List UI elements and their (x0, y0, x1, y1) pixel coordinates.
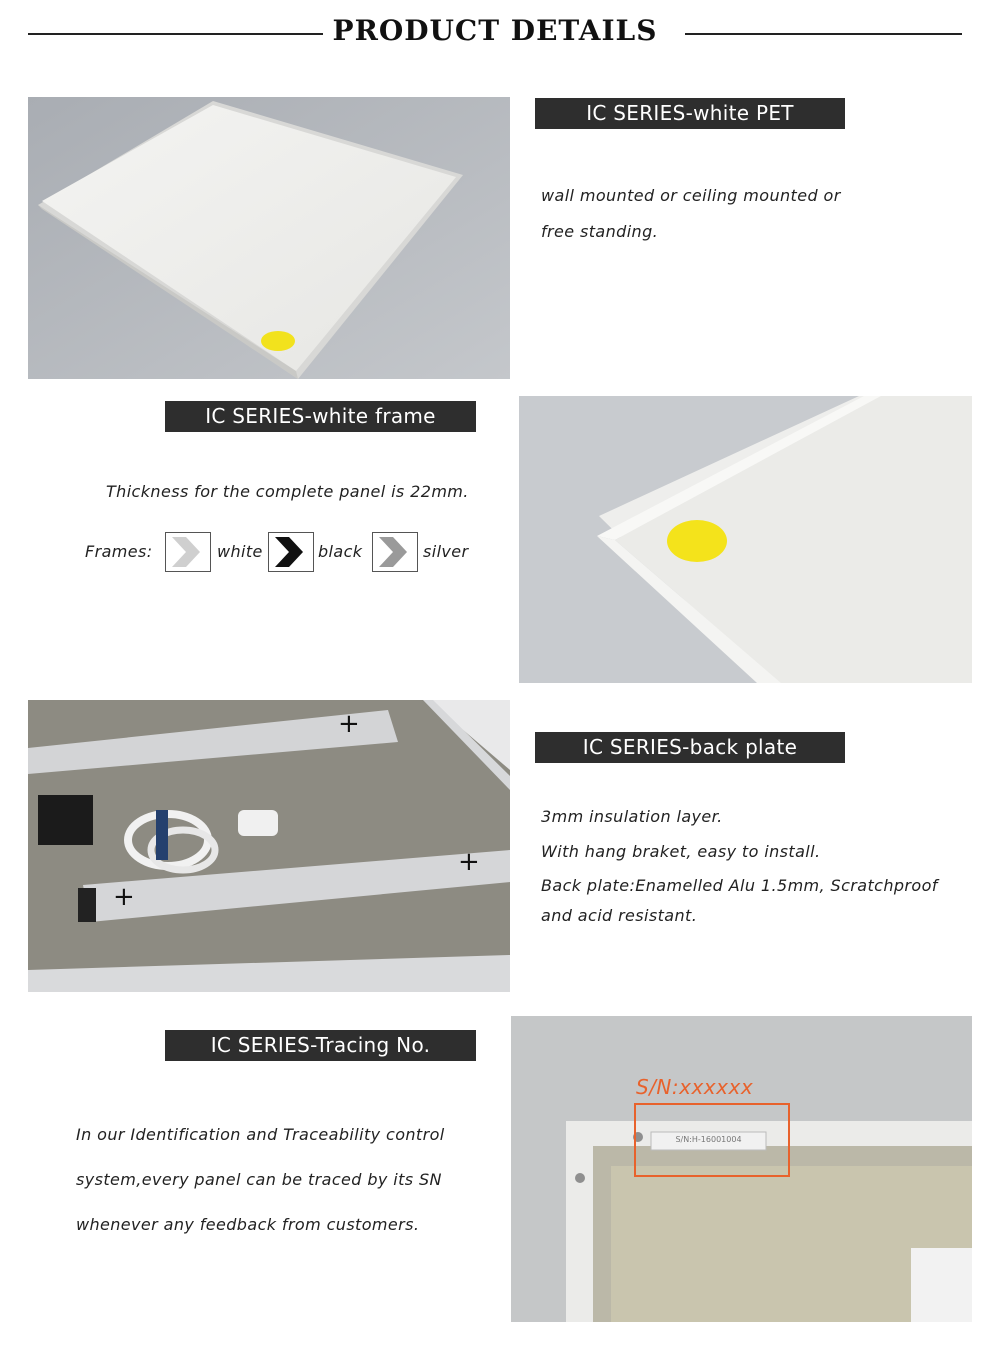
svg-text:+: + (458, 847, 480, 877)
page-title: PRODUCT DETAILS (0, 14, 990, 47)
frame-name-black: black (318, 542, 363, 561)
frames-label: Frames: (85, 542, 153, 561)
svg-text:+: + (113, 882, 135, 912)
frame-swatch-silver (372, 532, 418, 572)
section-label-white-pet: IC SERIES-white PET (535, 98, 845, 129)
serial-number-callout: S/N:xxxxxx (636, 1075, 754, 1099)
frame-swatch-black (268, 532, 314, 572)
thickness-text: Thickness for the complete panel is 22mm. (106, 482, 469, 501)
back-text-line-3: Back plate:Enamelled Alu 1.5mm, Scratchproof (541, 876, 938, 895)
tracing-text-line-2: system,every panel can be traced by its SN (76, 1170, 442, 1189)
back-text-line-1: 3mm insulation layer. (541, 807, 723, 826)
tracing-text-line-1: In our Identification and Traceability control (76, 1125, 445, 1144)
frame-name-silver: silver (423, 542, 469, 561)
back-text-line-4: and acid resistant. (541, 906, 698, 925)
section-label-tracing-no: IC SERIES-Tracing No. (165, 1030, 476, 1061)
back-plate-photo (28, 700, 510, 992)
section-label-white-frame: IC SERIES-white frame (165, 401, 476, 432)
frame-swatch-white (165, 532, 211, 572)
frame-corner-photo (519, 396, 972, 683)
back-text-line-2: With hang braket, easy to install. (541, 842, 821, 861)
pet-text-line-2: free standing. (541, 222, 659, 241)
tracing-text-line-3: whenever any feedback from customers. (76, 1215, 420, 1234)
panel-front-photo (28, 97, 510, 379)
svg-text:+: + (338, 709, 360, 739)
section-label-back-plate: IC SERIES-back plate (535, 732, 845, 763)
serial-number-sticker: S/N:H-16001004 (675, 1135, 742, 1144)
pet-text-line-1: wall mounted or ceiling mounted or (541, 186, 841, 205)
serial-number-highlight-box (634, 1103, 790, 1177)
frame-name-white: white (217, 542, 263, 561)
